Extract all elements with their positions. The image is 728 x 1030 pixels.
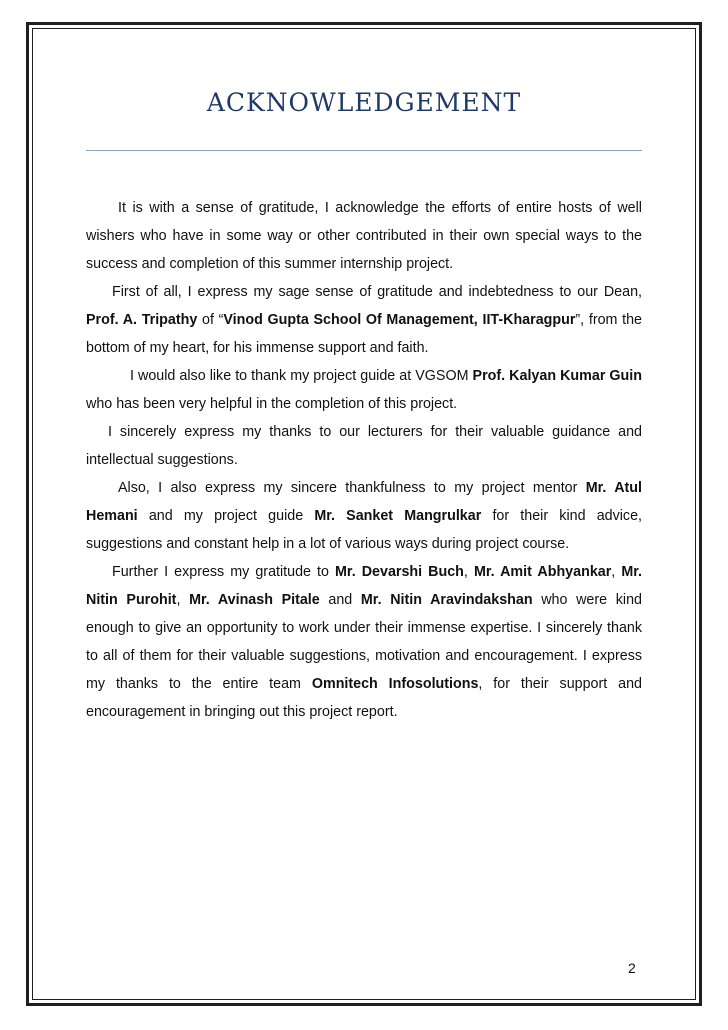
person-name: Mr. Devarshi Buch [335, 564, 464, 580]
person-name: Mr. Nitin Aravindakshan [360, 592, 533, 608]
page-number: 2 [628, 960, 636, 976]
acknowledgement-body [86, 194, 642, 726]
paragraph-text: Further I express my gratitude to [112, 564, 336, 580]
company-guide-name: Mr. Sanket Mangrulkar [314, 508, 482, 524]
paragraph-text: I sincerely express my thanks to our lecturers for their valuable guidance and intellectual suggestions. [86, 424, 642, 468]
school-name: Vinod Gupta School Of Management, IIT-Kharagpur [223, 312, 576, 328]
paragraph-text: , [463, 564, 474, 580]
paragraph-text: Also, I also express my sincere thankfulness to my project mentor [118, 480, 586, 496]
paragraph-text: First of all, I express my sage sense of gratitude and indebtedness to our Dean, [112, 284, 642, 300]
person-name: Mr. Avinash Pitale [189, 592, 320, 608]
paragraph-text: and my project guide [137, 508, 315, 524]
page-title: ACKNOWLEDGEMENT [206, 88, 522, 117]
paragraph-text: who were kind enough to give an opportunity to work under their immense expertise. I sincerely thank to all of them for their valuable suggestions, motivation and encouragement. I express my thanks to the entire team [86, 592, 642, 692]
paragraph-text: , for their support and encouragement in bringing out this project report. [86, 676, 642, 720]
dean-name: Prof. A. Tripathy [86, 312, 198, 328]
paragraph-text: for their kind advice, suggestions and constant help in a lot of various ways during project course. [86, 508, 642, 552]
paragraph-text: It is with a sense of gratitude, I acknowledge the efforts of entire hosts of well wishers who have in some way or other contributed in their own special ways to the success and completion of this summer internship project. [86, 200, 642, 272]
paragraph-lecturers [86, 418, 642, 474]
paragraph-text: , [611, 564, 622, 580]
paragraph-project-guide [86, 362, 642, 418]
paragraph-text: , [176, 592, 190, 608]
paragraph-gratitude [86, 194, 642, 278]
paragraph-text: I would also like to thank my project guide at VGSOM [130, 368, 473, 384]
title-divider [86, 150, 642, 151]
paragraph-text: who has been very helpful in the completion of this project. [86, 396, 458, 412]
paragraph-mentor [86, 474, 642, 558]
paragraph-dean [86, 278, 642, 362]
company-name: Omnitech Infosolutions [311, 676, 479, 692]
mentor-name: Mr. Atul Hemani [86, 480, 643, 524]
person-name: Mr. Amit Abhyankar [473, 564, 612, 580]
paragraph-text: and [319, 592, 361, 608]
person-name: Mr. Nitin Purohit [86, 564, 642, 608]
paragraph-team [86, 558, 642, 726]
paragraph-text: ”, from the bottom of my heart, for his immense support and faith. [86, 312, 642, 356]
guide-name: Prof. Kalyan Kumar Guin [472, 368, 642, 384]
paragraph-text: of “ [197, 312, 224, 328]
